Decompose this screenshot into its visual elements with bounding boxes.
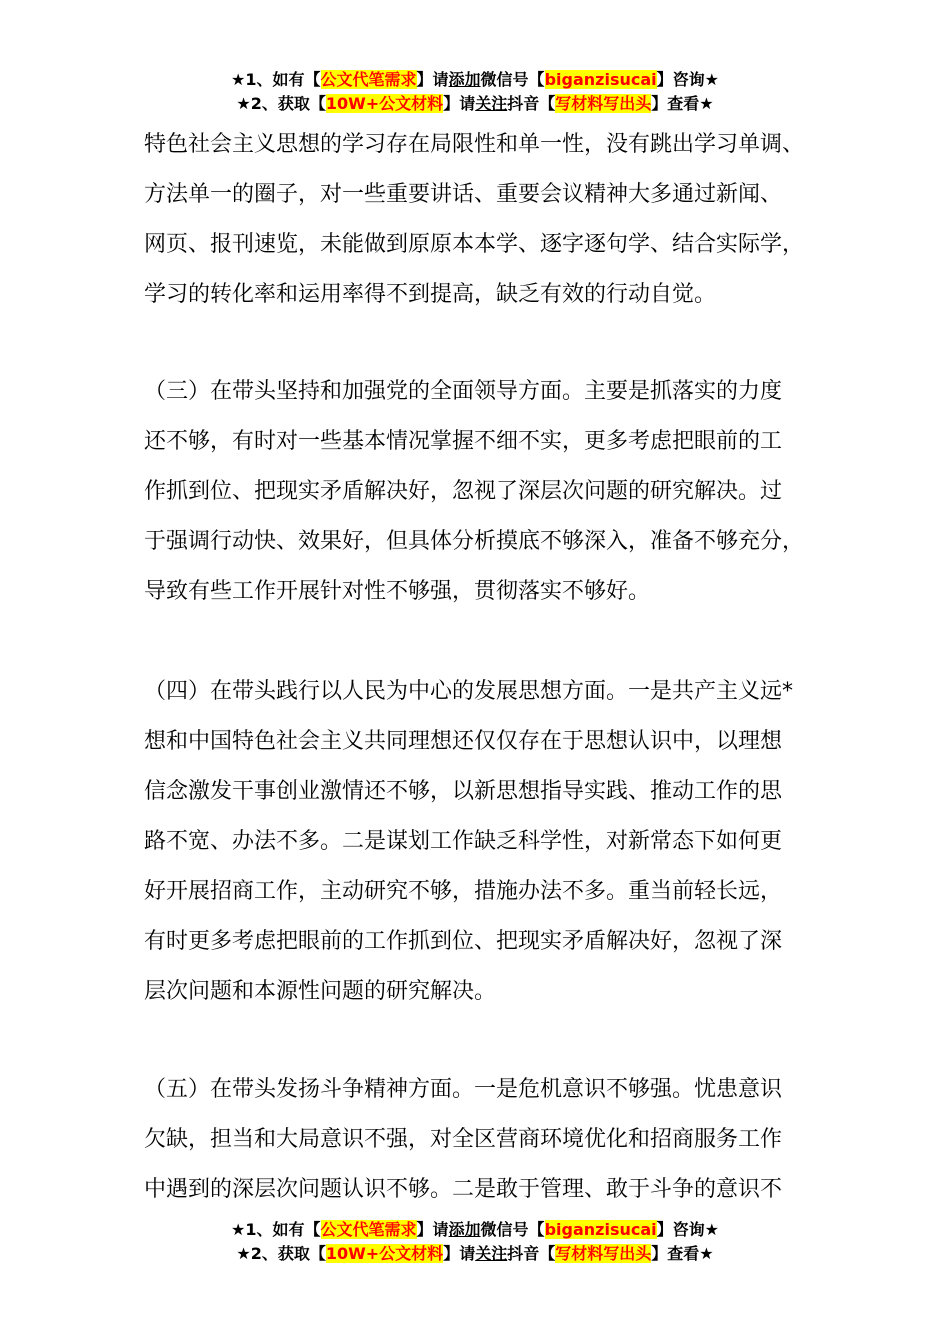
paragraph-line: 于强调行动快、效果好，但具体分析摸底不够深入，准备不够充分， <box>144 529 805 554</box>
paragraph-line: 导致有些工作开展针对性不够强，贯彻落实不够好。 <box>144 579 651 604</box>
paragraph-1 <box>144 120 834 320</box>
banner-text: 抖音【 <box>507 94 556 113</box>
banner-text: 】查看★ <box>651 1244 714 1263</box>
paragraph-line: 有时更多考虑把眼前的工作抓到位、把现实矛盾解决好，忽视了深 <box>144 929 783 954</box>
banner-text: 】咨询★ <box>656 1220 719 1239</box>
paragraph-line: 欠缺，担当和大局意识不强，对全区营商环境优化和招商服务工作 <box>144 1127 783 1152</box>
douyin-account: 写材料写出头 <box>555 94 652 113</box>
banner-line-2 <box>0 92 950 116</box>
banner-text: ★2、获取【 <box>236 94 326 113</box>
banner-text: ★1、如有【 <box>231 70 321 89</box>
paragraph-line: 作抓到位、把现实矛盾解决好，忽视了深层次问题的研究解决。过 <box>144 479 783 504</box>
underlined-text: 关注 <box>475 1244 508 1263</box>
paragraph-3 <box>144 667 834 1017</box>
banner-text: 】咨询★ <box>656 70 719 89</box>
paragraph-4 <box>144 1065 834 1215</box>
paragraph-line: 信念激发干事创业激情还不够，以新思想指导实践、推动工作的思 <box>144 779 783 804</box>
banner-text: ★1、如有【 <box>231 1220 321 1239</box>
paragraph-line: 网页、报刊速览，未能做到原原本本学、逐字逐句学、结合实际学， <box>144 232 805 257</box>
header-banner <box>0 68 950 116</box>
banner-text: 抖音【 <box>507 1244 556 1263</box>
paragraph-line: 路不宽、办法不多。二是谋划工作缺乏科学性，对新常态下如何更 <box>144 829 783 854</box>
banner-text: ★2、获取【 <box>236 1244 326 1263</box>
paragraph-line: 中遇到的深层次问题认识不够。二是敢于管理、敢于斗争的意识不 <box>144 1177 783 1202</box>
banner-text: 】请 <box>416 1220 449 1239</box>
banner-text: 微信号【 <box>480 70 545 89</box>
paragraph-line: 想和中国特色社会主义共同理想还仅仅存在于思想认识中，以理想 <box>144 729 783 754</box>
underlined-text: 关注 <box>475 94 508 113</box>
banner-line-2 <box>0 1242 950 1266</box>
paragraph-line: 特色社会主义思想的学习存在局限性和单一性，没有跳出学习单调、 <box>144 132 805 157</box>
highlight-text: 公文代笔需求 <box>320 1220 417 1239</box>
banner-text: 微信号【 <box>480 1220 545 1239</box>
underlined-text: 添加 <box>448 1220 481 1239</box>
paragraph-line: 好开展招商工作，主动研究不够，措施办法不多。重当前轻长远， <box>144 879 783 904</box>
paragraph-line: 方法单一的圈子，对一些重要讲话、重要会议精神大多通过新闻、 <box>144 182 783 207</box>
paragraph-line: 学习的转化率和运用率得不到提高，缺乏有效的行动自觉。 <box>144 282 717 307</box>
wechat-id: biganzisucai <box>544 1220 657 1239</box>
banner-line-1 <box>0 68 950 92</box>
wechat-id: biganzisucai <box>544 70 657 89</box>
paragraph-2 <box>144 367 834 617</box>
banner-text: 】请 <box>416 70 449 89</box>
banner-text: 】请 <box>443 1244 476 1263</box>
highlight-text: 公文代笔需求 <box>320 70 417 89</box>
paragraph-line: （五）在带头发扬斗争精神方面。一是危机意识不够强。忧患意识 <box>144 1077 783 1102</box>
paragraph-line: （四）在带头践行以人民为中心的发展思想方面。一是共产主义远* <box>144 679 794 704</box>
banner-line-1 <box>0 1218 950 1242</box>
paragraph-line: 层次问题和本源性问题的研究解决。 <box>144 979 497 1004</box>
paragraph-line: 还不够，有时对一些基本情况掌握不细不实，更多考虑把眼前的工 <box>144 429 783 454</box>
banner-text: 】查看★ <box>651 94 714 113</box>
footer-banner <box>0 1218 950 1266</box>
underlined-text: 添加 <box>448 70 481 89</box>
douyin-account: 写材料写出头 <box>555 1244 652 1263</box>
highlight-text: 10W+公文材料 <box>325 1244 444 1263</box>
banner-text: 】请 <box>443 94 476 113</box>
paragraph-line: （三）在带头坚持和加强党的全面领导方面。主要是抓落实的力度 <box>144 379 783 404</box>
highlight-text: 10W+公文材料 <box>325 94 444 113</box>
